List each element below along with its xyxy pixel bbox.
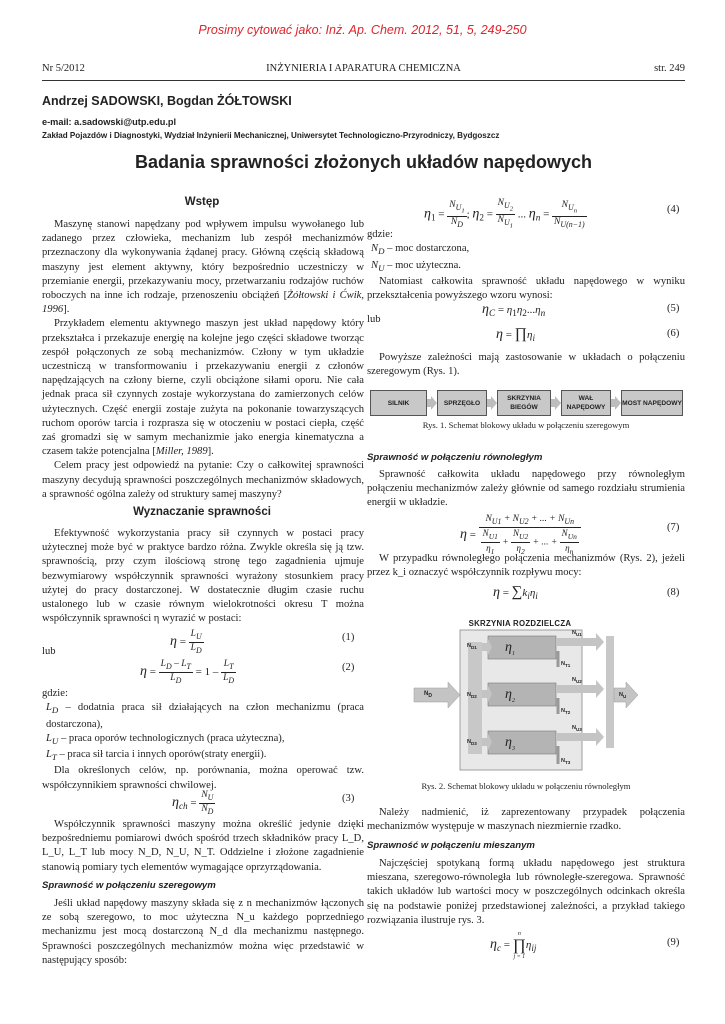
paragraph: Efektywność wykorzystania pracy sił czynnych w postaci pracy użytecznej może być w praktyce bardzo różna. Zwykle określa się ją tzw. sprawnością, przy czym ilościową stronę tego zagadnienia ujmuje bezwymiarowy współczynnik sprawności wyrażony stosunkiem pracy użytej do pracy dostarczonej. W dostatecznie długim czasie ruchu ustalonego lub w czasie równym wielokrotności okresu T można współczynnik sprawności η wyrazić w postaci:	[42, 528, 364, 625]
section-wyznaczanie: Wyznaczanie sprawności	[133, 506, 271, 518]
right-definitions	[367, 228, 685, 303]
left-definitions	[42, 687, 364, 793]
gdzie-text: gdzie:	[367, 229, 393, 240]
equation-1: η = $\frac{L_U}{L_D}$	[170, 629, 202, 655]
equation-number: (6)	[667, 328, 680, 339]
left-method	[42, 527, 364, 626]
fig2-eta-1: $\eta_1$	[505, 640, 515, 657]
equation-7: η = $N_{U1} + N_{U2}$ + ... + $N_{Un}$ $\frac{N_{U1}}{\eta_1}$ + $\frac{N_{U2}}{\eta_2}$ + ... + $\frac{N_{Un}}{\eta_n}$	[460, 514, 581, 556]
fig2-label-nt1: $N_{T1}$	[561, 661, 571, 669]
definition: $N_D$ – moc dostarczona,	[371, 243, 470, 257]
fig2-label-nd3: $N_{D3}$	[467, 739, 477, 747]
section-mieszane: Sprawność w połączeniu mieszanym	[367, 840, 535, 851]
equation-9: $\eta_c$ = n ∏ j = 1 $\eta_{ij}$	[490, 931, 537, 960]
fig1-box-skrzynia: SKRZYNIA BIEGÓW	[497, 390, 551, 416]
equation-2: η = $\frac{L_D - L_T}{L_D}$ = 1 – $\frac{L_T}{L_D}$	[140, 659, 235, 685]
paragraph: Sprawność całkowita układu napędowego przy równoległym połączeniu mechanizmów zależy głównie od samego rozdziału strumienia energii w układzie.	[367, 469, 685, 509]
equation-number: (3)	[342, 793, 355, 804]
fig2-label-nt2: $N_{T2}$	[561, 708, 571, 716]
lub-text: lub	[367, 314, 381, 325]
definition: $L_T$ – praca sił tarcia i innych oporów(straty energii).	[46, 749, 267, 763]
fig1-box-silnik: SILNIK	[370, 390, 427, 416]
fig2-label-nd2: $N_{D2}$	[467, 692, 477, 700]
header-journal: INŻYNIERIA I APARATURA CHEMICZNA	[266, 63, 461, 74]
fig1-box-sprzeglo: SPRZĘGŁO	[437, 390, 487, 416]
fig2-title: SKRZYNIA ROZDZIELCZA	[468, 619, 572, 628]
equation-8: $\eta = \sum k_i\eta_i$	[493, 584, 538, 602]
fig2-graphics	[408, 618, 640, 776]
paragraph: Jeśli układ napędowy maszyny składa się z n mechanizmów łączonych ze sobą szeregowo, to moc użyteczna N_u każdego poprzedniego mechanizmu jest mocą dostarczoną N_d dla mechanizmu następnego. Sprawności poszczególnych mechanizmów można więc przedstawić w następujący sposób:	[42, 898, 364, 966]
fig2-label-nu: $N_U$	[619, 692, 627, 700]
gdzie-text: gdzie:	[42, 688, 68, 699]
definition: $L_D$ – dodatnia praca sił działających na człon mechanizmu (praca dostarczona),	[46, 702, 364, 730]
paragraph: Natomiast całkowita sprawność układu napędowego w wyniku przekształcenia powyższego wzoru wynosi:	[367, 275, 685, 302]
paragraph: Maszynę stanowi napędzany pod wpływem impulsu wywołanego lub zadanego przez człowieka, mechanizm lub zespół mechanizmów przeznaczony dla wykonywania żądanej pracy. Główną częścią składową maszyny jest element aktywny, który bezpośrednio uczestniczy w przemianie energii, przekazywaniu mocy, przetwarzaniu rodzajów ruchów roboczych na inne ich rodzaje, przenoszeniu obciążeń [Żółtowski i Ćwik, 1996].	[42, 219, 364, 316]
section-wstep: Wstęp	[184, 196, 220, 208]
left-intro	[42, 218, 364, 502]
equation-5: $\eta_C = \eta_1\eta_2...\eta_n$	[482, 302, 546, 319]
email: e-mail: a.sadowski@utp.edu.pl	[42, 117, 177, 127]
figure-2-parallel-diagram	[408, 618, 640, 776]
affiliation: Zakład Pojazdów i Diagnostyki, Wydział Inżynierii Mechanicznej, Uniwersytet Technologiczno-Przyrodniczy, Bydgoszcz	[42, 131, 500, 140]
paragraph: Celem pracy jest odpowiedź na pytanie: Czy o całkowitej sprawności maszyny decydują sprawności poszczególnych mechanizmów składowych, a sprawność ogólna zależy od struktury samej maszyny?	[42, 460, 364, 500]
section-rownolegle: Sprawność w połączeniu równoległym	[367, 452, 543, 463]
paragraph: Współczynnik sprawności maszyny można określić jedynie dzięki bezpośredniemu pomiarowi dwóch spośród trzech składników pracy L_D, L_U, L_T lub mocy N_D, N_U, N_T. Oddzielne i złożone zagadnienie stanowią pomiary tych elementów wymagające oprzyrządowania.	[42, 819, 364, 873]
paragraph: W przypadku równoległego połączenia mechanizmów (Rys. 2), jeżeli przez k_i oznaczyć współczynnik rozpływu mocy:	[367, 553, 685, 579]
equation-number: (9)	[667, 937, 680, 948]
paragraph: Najczęściej spotykaną formą układu napędowego jest struktura mieszana, szeregowo-równoległa lub równoległe-szeregowa. Sprawność takich układów lub wartości mocy w poszczególnych odcinkach określa się na podstawie poniżej przedstawionej zależności, a przykład takiego rozwiązania ilustruje rys. 3.	[367, 858, 685, 926]
paragraph: Powyższe zależności mają zastosowanie w układach o połączeniu szeregowym (Rys. 1).	[367, 352, 685, 378]
fig2-label-nd1: $N_{D1}$	[467, 643, 477, 651]
equation-4: $\eta_1$ = $\frac{N_{U_1}}{N_D}$ ; $\eta_2$ = $\frac{N_{U_2}}{N_{U_1}}$ ... $\eta_n$ = $\frac{N_{U_n}}{N_{U(n-1)}}$	[424, 198, 585, 230]
fig2-label-nd: $N_D$	[424, 691, 432, 700]
fig2-eta-3: $\eta_3$	[505, 735, 515, 752]
right-series	[367, 351, 685, 379]
equation-number: (1)	[342, 632, 355, 643]
equation-number: (4)	[667, 204, 680, 215]
equation-number: (2)	[342, 662, 355, 673]
section-szeregowe: Sprawność w połączeniu szeregowym	[42, 880, 216, 891]
paragraph: Przykładem elementu aktywnego maszyn jest układ napędowy który przekształca i przekazuje energię na kolejne jego części składowe tworząc zespół połączonych ze sobą mechanizmów. Człony w tym układzie uczestniczą w transformowaniu i przekazywaniu energii z członów napędzających na człony bierne, czyli obciążone siłami oporu. Nie cała jednak praca sił czynnych zostaje wykorzystana do zamierzonych celów użytecznych. Część energii zostaje zużyta na pokonanie towarzyszących ruchom oporów tarcia i rozprasza się w otoczeniu w postaci ciepła, część zaś gromadzi się w samym mechanizmie jako energia kinematyczna a czasem także potencjalna [Miller, 1989].	[42, 318, 364, 458]
left-measure	[42, 818, 364, 875]
equation-6: $\eta = \prod\eta_i$	[496, 326, 536, 344]
fig2-label-nt3: $N_{T3}$	[561, 758, 571, 766]
right-parallel	[367, 468, 685, 511]
citation-note: Prosimy cytować jako: Inż. Ap. Chem. 2012, 51, 5, 249-250	[198, 23, 527, 37]
lub-text: lub	[42, 646, 56, 657]
equation-number: (8)	[667, 587, 680, 598]
paragraph: Dla określonych celów, np. porównania, można operować tzw. współczynnikiem sprawności chwilowej.	[42, 765, 364, 791]
right-mixed	[367, 857, 685, 928]
right-note	[367, 806, 685, 834]
definition: $L_U$ – praca oporów technologicznych (praca użyteczna),	[46, 732, 285, 746]
equation-3: $\eta_{ch}$ = $\frac{N_U}{N_D}$	[172, 790, 214, 816]
equation-number: (5)	[667, 303, 680, 314]
figure-2-caption: Rys. 2. Schemat blokowy układu w połączeniu równoległym	[421, 781, 631, 791]
definition: $N_U$ – moc użyteczna.	[371, 259, 461, 273]
equation-number: (7)	[667, 522, 680, 533]
fig1-box-wal: WAŁ NAPĘDOWY	[561, 390, 611, 416]
paper-title: Badania sprawności złożonych układów napędowych	[134, 152, 593, 172]
header-rule	[42, 80, 685, 81]
paragraph: Należy nadmienić, iż zaprezentowany przypadek połączenia mechanizmów występuje w maszynach niezmiernie rzadko.	[367, 807, 685, 833]
authors: Andrzej SADOWSKI, Bogdan ŻÓŁTOWSKI	[42, 94, 292, 108]
left-series	[42, 897, 364, 968]
header-page: str. 249	[654, 63, 685, 74]
fig2-label-nu3: $N_{U3}$	[572, 725, 582, 733]
fig2-label-nu1: $N_{U1}$	[572, 630, 582, 638]
right-parallel-2	[367, 552, 685, 580]
figure-1-caption: Rys. 1. Schemat blokowy układu w połączeniu szeregowym	[422, 420, 630, 430]
fig1-box-most: MOST NAPĘDOWY	[621, 390, 683, 416]
fig2-label-nu2: $N_{U2}$	[572, 677, 582, 685]
header-issue: Nr 5/2012	[42, 63, 85, 74]
figure-1-series-diagram	[370, 390, 682, 416]
fig2-eta-2: $\eta_2$	[505, 687, 515, 704]
